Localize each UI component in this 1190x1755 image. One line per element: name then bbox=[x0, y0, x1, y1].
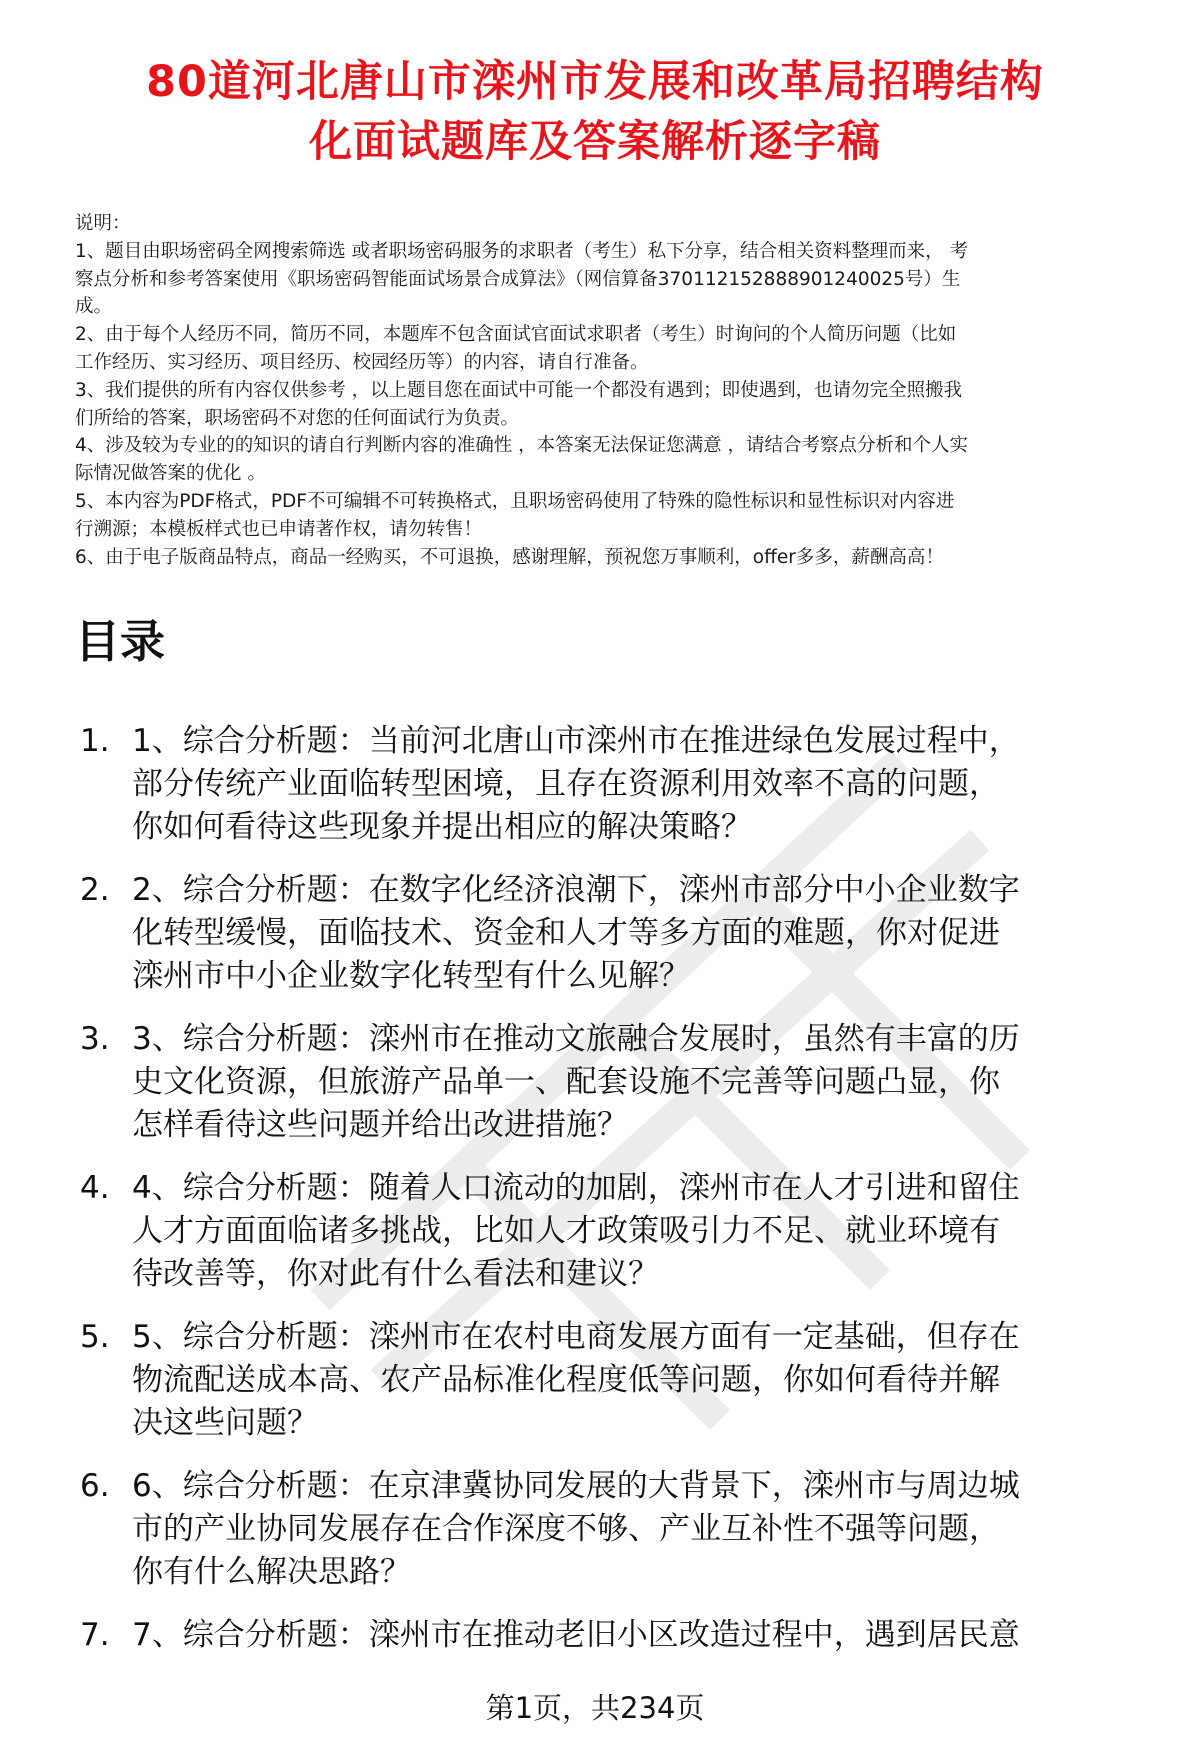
toc-item-line: 决这些问题？ bbox=[132, 1405, 318, 1441]
note-line: 际情况做答案的优化 。 bbox=[75, 463, 266, 485]
toc-item-line: 你有什么解决思路？ bbox=[132, 1554, 411, 1590]
toc-item-line: 1、综合分析题：当前河北唐山市滦州市在推进绿色发展过程中， bbox=[132, 723, 1020, 759]
toc-item[interactable] bbox=[75, 1465, 1175, 1594]
toc-item-number: 3. bbox=[80, 1021, 110, 1057]
note-line: 3、我们提供的所有内容仅供参考 ，以上题目您在面试中可能一个都没有遇到；即使遇到，也请勿完全照搬我 bbox=[75, 379, 963, 401]
note-line: 4、涉及较为专业的的知识的请自行判断内容的准确性 ，本答案无法保证您满意 ，请结合考察点分析和个人实 bbox=[75, 435, 969, 457]
page-footer: 第1页，共234页 bbox=[485, 1691, 705, 1725]
toc-item-line: 滦州市中小企业数字化转型有什么见解？ bbox=[132, 958, 690, 994]
toc-item-line: 市的产业协同发展存在合作深度不够、产业互补性不强等问题， bbox=[132, 1511, 1000, 1547]
toc-item-number: 5. bbox=[80, 1319, 110, 1355]
note-line: 察点分析和参考答案使用《职场密码智能面试场景合成算法》（网信算备370112152888901240025号）生 bbox=[75, 268, 961, 290]
toc-item-line: 6、综合分析题：在京津冀协同发展的大背景下，滦州市与周边城 bbox=[132, 1468, 1020, 1504]
toc-item-number: 4. bbox=[80, 1170, 110, 1206]
note-line: 们所给的答案，职场密码不对您的任何面试行为负责。 bbox=[75, 407, 520, 429]
toc-item[interactable] bbox=[75, 869, 1175, 998]
toc-item-number: 2. bbox=[80, 872, 110, 908]
toc-item-number: 6. bbox=[80, 1468, 110, 1504]
toc-item-line: 史文化资源，但旅游产品单一、配套设施不完善等问题凸显，你 bbox=[132, 1064, 1000, 1100]
toc-item[interactable] bbox=[75, 1167, 1175, 1296]
toc-item[interactable] bbox=[75, 1316, 1175, 1445]
toc-item-line: 人才方面面临诸多挑战，比如人才政策吸引力不足、就业环境有 bbox=[132, 1213, 1000, 1249]
notes-section bbox=[75, 210, 1167, 571]
note-line: 5、本内容为PDF格式，PDF不可编辑不可转换格式，且职场密码使用了特殊的隐性标识和显性标识对内容进 bbox=[75, 490, 955, 512]
toc-item-line: 3、综合分析题：滦州市在推动文旅融合发展时，虽然有丰富的历 bbox=[132, 1021, 1020, 1057]
title-line: 化面试题库及答案解析逐字稿 bbox=[309, 117, 881, 167]
note-line: 1、题目由职场密码全网搜索筛选 或者职场密码服务的求职者（考生）私下分享，结合相关资料整理而来， 考 bbox=[75, 240, 969, 262]
toc-item-line: 化转型缓慢，面临技术、资金和人才等多方面的难题，你对促进 bbox=[132, 915, 1000, 951]
toc-item-line: 5、综合分析题：滦州市在农村电商发展方面有一定基础，但存在 bbox=[132, 1319, 1020, 1355]
note-line: 行溯源；本模板样式也已申请著作权，请勿转售！ bbox=[75, 518, 483, 540]
toc-list bbox=[75, 720, 1175, 1677]
toc-item[interactable] bbox=[75, 720, 1175, 849]
toc-item-number: 1. bbox=[80, 723, 110, 759]
title-line: 80道河北唐山市滦州市发展和改革局招聘结构 bbox=[146, 57, 1044, 107]
toc-item-line: 7、综合分析题：滦州市在推动老旧小区改造过程中，遇到居民意 bbox=[132, 1617, 1020, 1653]
document-title bbox=[40, 52, 1150, 172]
toc-item-line: 待改善等，你对此有什么看法和建议？ bbox=[132, 1256, 659, 1292]
notes-heading: 说明： bbox=[75, 213, 131, 234]
note-line: 成。 bbox=[75, 296, 113, 318]
note-line: 2、由于每个人经历不同，简历不同，本题库不包含面试官面试求职者（考生）时询问的个人简历问题（比如 bbox=[75, 324, 957, 346]
toc-item-number: 7. bbox=[80, 1617, 110, 1653]
toc-heading: 目录 bbox=[75, 615, 166, 668]
toc-item-line: 你如何看待这些现象并提出相应的解决策略？ bbox=[132, 809, 752, 845]
toc-item[interactable] bbox=[75, 1614, 1175, 1657]
toc-item[interactable] bbox=[75, 1018, 1175, 1147]
note-line: 工作经历、实习经历、项目经历、校园经历等）的内容，请自行准备。 bbox=[75, 351, 649, 373]
toc-item-line: 4、综合分析题：随着人口流动的加剧，滦州市在人才引进和留住 bbox=[132, 1170, 1020, 1206]
toc-item-line: 部分传统产业面临转型困境，且存在资源利用效率不高的问题， bbox=[132, 766, 1000, 802]
toc-item-line: 怎样看待这些问题并给出改进措施？ bbox=[132, 1107, 628, 1143]
toc-item-line: 物流配送成本高、农产品标准化程度低等问题，你如何看待并解 bbox=[132, 1362, 1000, 1398]
note-line: 6、由于电子版商品特点，商品一经购买，不可退换，感谢理解，预祝您万事顺利，offer多多，薪酬高高！ bbox=[75, 546, 944, 568]
toc-item-line: 2、综合分析题：在数字化经济浪潮下，滦州市部分中小企业数字 bbox=[132, 872, 1020, 908]
